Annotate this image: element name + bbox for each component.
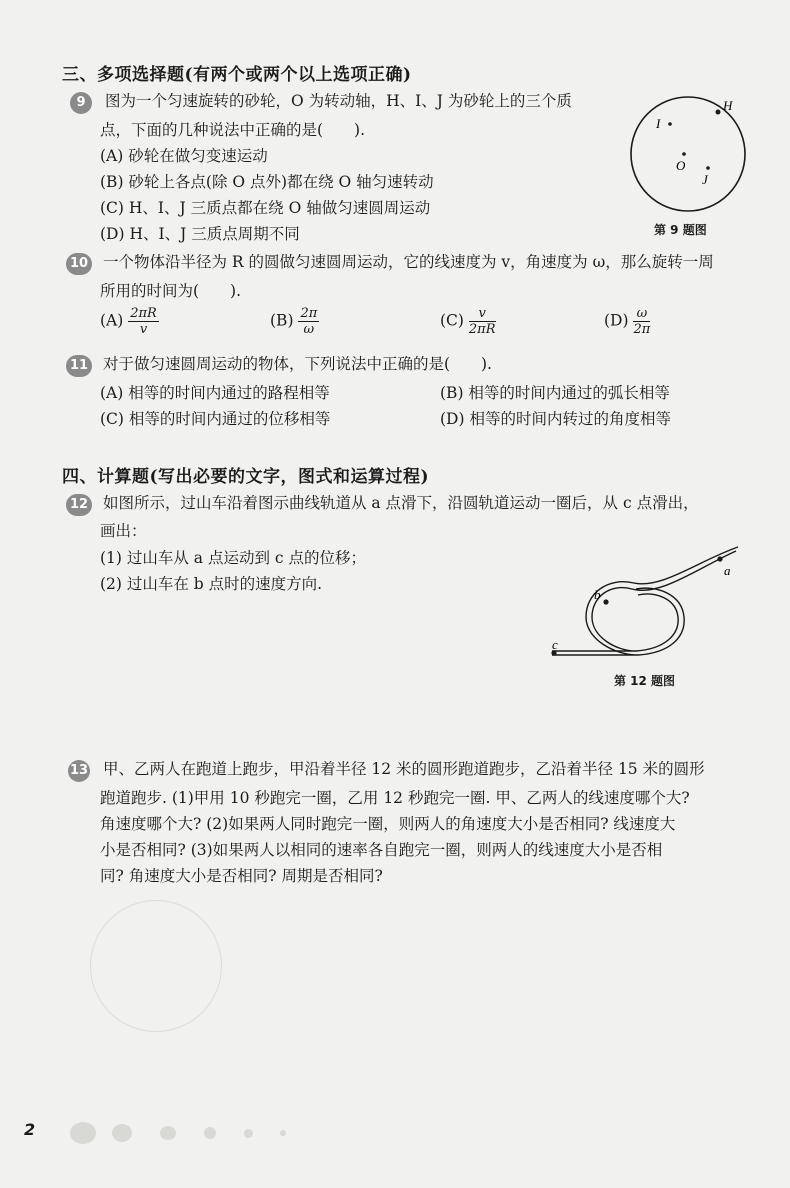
question-10-option-c — [440, 306, 496, 337]
question-10-option-b — [270, 306, 319, 337]
question-12-stem-line1: 如图所示，过山车沿着图示曲线轨道从 a 点滑下，沿圆轨道运动一圈后，从 c 点滑出， — [102, 494, 699, 512]
question-13 — [68, 757, 705, 782]
question-13-stem-line4: 小是否相同? (3)如果两人以相同的速率各自跑完一圈，则两人的线速度大小是否相 — [100, 841, 663, 859]
question-number-badge: 11 — [66, 355, 92, 377]
question-9 — [70, 89, 572, 114]
bleed-through-figure — [90, 900, 222, 1032]
footer-decoration — [204, 1127, 216, 1139]
figure-12-roller-coaster-track — [540, 545, 760, 665]
label-h: H — [723, 98, 733, 113]
label-b: b — [594, 587, 601, 602]
option-d-numerator: ω — [633, 306, 650, 322]
option-a-denominator: v — [139, 322, 148, 337]
question-13-stem-line1: 甲、乙两人在跑道上跑步，甲沿着半径 12 米的圆形跑道跑步，乙沿着半径 15 米的圆形 — [102, 760, 705, 778]
option-b-numerator: 2π — [300, 306, 318, 321]
question-11-option-b: (B) 相等的时间内通过的弧长相等 — [440, 384, 670, 402]
question-number-badge: 12 — [66, 494, 92, 516]
figure-12-caption: 第 12 题图 — [614, 674, 676, 688]
question-10 — [66, 250, 714, 275]
page-number: 2 — [24, 1120, 36, 1139]
point-a — [717, 556, 722, 561]
question-number-badge: 9 — [70, 92, 92, 114]
footer-decoration — [244, 1129, 253, 1138]
question-11-option-a: (A) 相等的时间内通过的路程相等 — [100, 384, 330, 402]
footer-decoration — [280, 1130, 286, 1136]
option-b-label: (B) — [270, 311, 294, 330]
question-10-option-d — [604, 306, 650, 337]
question-11-option-d: (D) 相等的时间内转过的角度相等 — [440, 410, 671, 428]
figure-9-grinding-wheel — [620, 90, 760, 220]
question-13-stem-line5: 同? 角速度大小是否相同? 周期是否相同? — [100, 867, 383, 885]
question-12-stem-line2: 画出： — [100, 522, 147, 540]
question-9-option-a: (A) 砂轮在做匀变速运动 — [100, 147, 268, 165]
option-c-denominator: 2πR — [468, 322, 496, 337]
option-c-label: (C) — [440, 311, 464, 330]
question-13-stem-line3: 角速度哪个大? (2)如果两人同时跑完一圈，则两人的角速度大小是否相同? 线速度大 — [100, 815, 676, 833]
label-j: J — [702, 172, 708, 187]
question-9-option-d: (D) H、I、J 三质点周期不同 — [100, 225, 300, 243]
footer-decoration — [160, 1126, 176, 1140]
label-c: c — [552, 637, 558, 652]
option-d-label: (D) — [604, 311, 629, 330]
question-12-item-1: (1) 过山车从 a 点运动到 c 点的位移； — [100, 549, 367, 567]
wheel-circle — [631, 97, 745, 211]
option-d-denominator: 2π — [633, 322, 651, 337]
question-9-stem-line1: 图为一个匀速旋转的砂轮，O 为转动轴，H、I、J 为砂轮上的三个质 — [104, 92, 572, 110]
option-b-denominator: ω — [303, 322, 315, 337]
track-outer-rail — [552, 551, 736, 651]
point-j — [706, 166, 710, 170]
question-9-option-b: (B) 砂轮上各点(除 O 点外)都在绕 O 轴匀速转动 — [100, 173, 434, 191]
section-3-title: 三、多项选择题(有两个或两个以上选项正确) — [62, 65, 412, 85]
question-12-item-2: (2) 过山车在 b 点时的速度方向. — [100, 575, 323, 593]
label-a: a — [724, 563, 731, 578]
question-11 — [66, 352, 492, 377]
footer-decoration — [112, 1124, 132, 1142]
question-10-stem-line1: 一个物体沿半径为 R 的圆做匀速圆周运动，它的线速度为 v，角速度为 ω，那么旋转一周 — [102, 253, 714, 271]
loop-segment — [636, 594, 678, 651]
question-13-stem-line2: 跑道跑步. (1)甲用 10 秒跑完一圈，乙用 12 秒跑完一圈. 甲、乙两人的线速度哪个大? — [100, 789, 690, 807]
section-4-title: 四、计算题(写出必要的文字，图式和运算过程) — [62, 467, 430, 487]
question-9-option-c: (C) H、I、J 三质点都在绕 O 轴做匀速圆周运动 — [100, 199, 431, 217]
point-i — [668, 122, 672, 126]
option-c-numerator: v — [469, 306, 496, 322]
question-10-option-a — [100, 306, 159, 337]
label-i: I — [656, 116, 661, 131]
question-10-stem-line2: 所用的时间为( ). — [100, 282, 242, 300]
option-a-label: (A) — [100, 311, 124, 330]
figure-9-caption: 第 9 题图 — [654, 223, 707, 237]
label-o: O — [676, 158, 686, 173]
question-11-option-c: (C) 相等的时间内通过的位移相等 — [100, 410, 331, 428]
option-a-numerator: 2πR — [130, 306, 157, 321]
question-11-stem: 对于做匀速圆周运动的物体，下列说法中正确的是( ). — [102, 355, 492, 373]
footer-decoration — [70, 1122, 96, 1144]
question-9-stem-line2: 点，下面的几种说法中正确的是( ). — [100, 121, 366, 139]
question-number-badge: 10 — [66, 253, 92, 275]
point-b — [603, 599, 608, 604]
point-o — [682, 152, 686, 156]
question-number-badge: 13 — [68, 760, 90, 782]
question-12 — [66, 491, 699, 516]
point-h — [716, 110, 721, 115]
